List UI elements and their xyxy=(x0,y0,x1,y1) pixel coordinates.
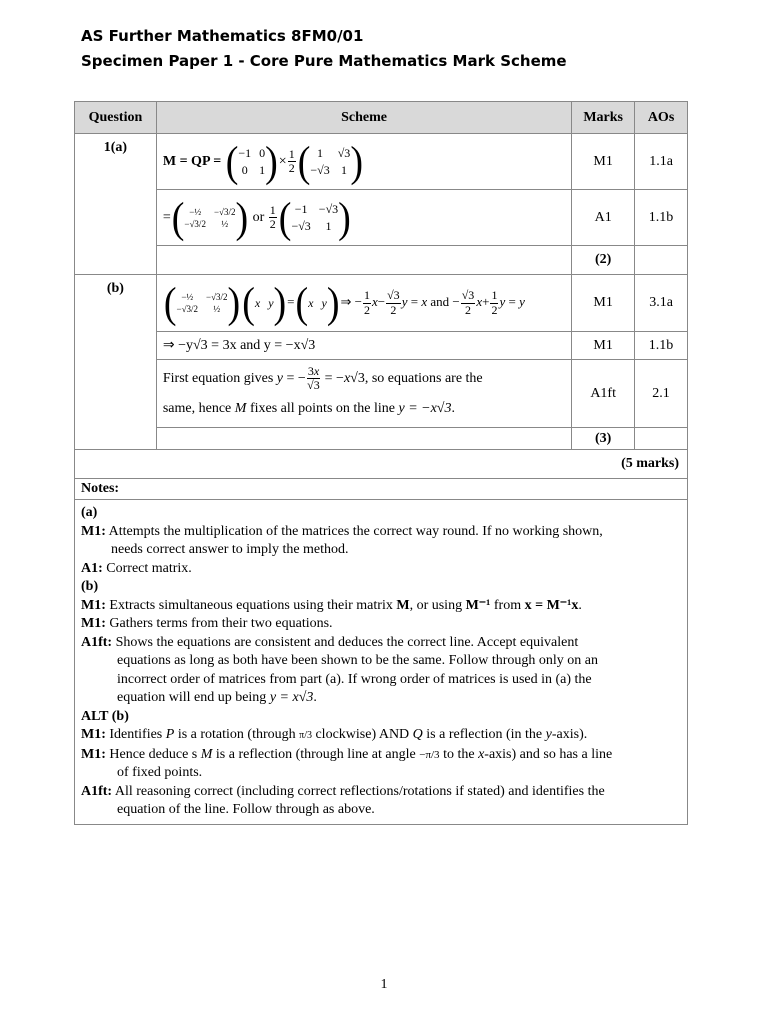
notes-heading: ALT (b) xyxy=(81,708,129,724)
scheme-text: First equation gives xyxy=(162,370,274,386)
and-text: and xyxy=(430,293,450,309)
note-item: M1: Gathers terms from their two equations. xyxy=(81,616,333,631)
doc-subtitle: Specimen Paper 1 - Core Pure Mathematics Mark Scheme xyxy=(81,52,567,70)
scheme-cell: M = QP = ( −1 0 0 1 ) × $\frac{1}{2}$ ( 1 √3 −√3 1 ) xyxy=(156,134,571,190)
table-row xyxy=(75,275,688,332)
mark-cell: M1 xyxy=(572,332,635,360)
note-item: M1: Attempts the multiplication of the matrices the correct way round. If no working shown, xyxy=(81,523,603,539)
col-scheme-header: Scheme xyxy=(156,102,571,134)
note-item: incorrect order of matrices from part (a). If wrong order of matrices is used in (a) the xyxy=(117,671,592,687)
col-aos-header: AOs xyxy=(635,102,688,134)
table-row xyxy=(75,190,688,246)
page-number: 1 xyxy=(380,977,388,992)
scheme-cell: = ( −½ −√3/2 −√3/2 ½ ) or $\frac{1}{2}$ ( −1 −√3 −√3 1 ) xyxy=(156,190,571,246)
note-item: M1: Identifies P is a rotation (through π/3 clockwise) AND Q is a reflection (in the y-axis). xyxy=(81,727,588,742)
question-label-1b: (b) xyxy=(75,275,157,450)
table-row xyxy=(75,479,688,500)
notes-heading: (b) xyxy=(81,579,99,594)
table-row xyxy=(75,246,688,275)
ao-cell xyxy=(635,428,688,450)
col-question-header: Question xyxy=(75,102,157,134)
scheme-cell xyxy=(156,428,571,450)
ao-cell: 2.1 xyxy=(635,360,688,428)
table-row xyxy=(75,134,688,190)
notes-heading: (a) xyxy=(81,505,98,520)
note-item: equation of the line. Follow through as above. xyxy=(117,802,375,817)
note-item: equation will end up being y = x√3. xyxy=(117,690,317,705)
note-item: A1: Correct matrix. xyxy=(81,560,192,576)
mark-cell: M1 xyxy=(572,275,635,332)
scheme-text: , so equations are the xyxy=(364,370,483,386)
or-text: or xyxy=(252,209,265,225)
table-row xyxy=(75,360,688,428)
table-row xyxy=(75,332,688,360)
notes-title: Notes: xyxy=(75,479,688,500)
notes-row xyxy=(75,500,688,825)
matrix-m: ( −½ −√3/2 −√3/2 ½ ) xyxy=(171,193,249,242)
doc-title: AS Further Mathematics 8FM0/01 xyxy=(81,27,364,45)
note-item: of fixed points. xyxy=(117,765,203,780)
ao-cell: 3.1a xyxy=(635,275,688,332)
subtotal-cell: (3) xyxy=(572,428,635,450)
matrix-m-alt: ( −1 −√3 −√3 1 ) xyxy=(278,193,351,242)
scheme-text: M xyxy=(234,400,247,416)
ao-cell: 1.1b xyxy=(635,332,688,360)
note-item: needs correct answer to imply the method. xyxy=(111,542,349,557)
scheme-equation: ⇒ −y√3 = 3x and y = −x√3 xyxy=(162,338,316,353)
question-label-1a: 1(a) xyxy=(75,134,157,275)
note-item: A1ft: Shows the equations are consistent and deduces the correct line. Accept equivalent xyxy=(81,634,579,650)
mark-cell: M1 xyxy=(572,134,635,190)
table-row xyxy=(75,450,688,479)
table-row xyxy=(75,428,688,450)
total-marks: (5 marks) xyxy=(75,450,688,479)
scheme-cell xyxy=(156,332,571,360)
scheme-lhs: M = QP = xyxy=(162,153,222,169)
ao-cell: 1.1b xyxy=(635,190,688,246)
mark-cell: A1ft xyxy=(572,360,635,428)
table-header-row xyxy=(75,102,688,134)
scheme-text: same, hence xyxy=(162,400,232,416)
scheme-cell: First equation gives y = − $\frac{3x}{√3}$ = −x√3, so equations are the same, hence M fixes all points on the line y = −x√3. xyxy=(156,360,571,428)
mark-scheme-table xyxy=(74,101,688,825)
scheme-text: fixes all points on the line xyxy=(249,400,395,416)
matrix-p: ( 1 √3 −√3 1 ) xyxy=(297,137,363,186)
col-marks-header: Marks xyxy=(572,102,635,134)
scheme-cell xyxy=(156,246,571,275)
matrix-q: ( −1 0 0 1 ) xyxy=(225,137,278,186)
note-item: equations as long as both have been shown to be the same. Follow through only on an xyxy=(117,653,598,668)
note-item: M1: Extracts simultaneous equations using their matrix M, or using M⁻¹ from x = M⁻¹x. xyxy=(81,597,582,613)
ao-cell: 1.1a xyxy=(635,134,688,190)
scheme-cell: ( −½ −√3/2 −√3/2 ½ ) ( x y ) = ( x y ) ⇒ − $\frac{1}{2}$ x− $\frac{√3}{2}$ y = x and − $\frac{√3}{2}$ x+ $\frac{1}{2}$ y = y xyxy=(156,275,571,332)
subtotal-cell: (2) xyxy=(572,246,635,275)
note-item: A1ft: All reasoning correct (including correct reflections/rotations if stated) and identifies the xyxy=(81,783,605,799)
note-item: M1: Hence deduce s M is a reflection (through line at angle −π/3 to the x-axis) and so has a line xyxy=(81,746,613,762)
ao-cell xyxy=(635,246,688,275)
scheme-line-equation: y = −x√3 xyxy=(398,400,452,416)
mark-cell: A1 xyxy=(572,190,635,246)
notes-body xyxy=(75,500,688,825)
